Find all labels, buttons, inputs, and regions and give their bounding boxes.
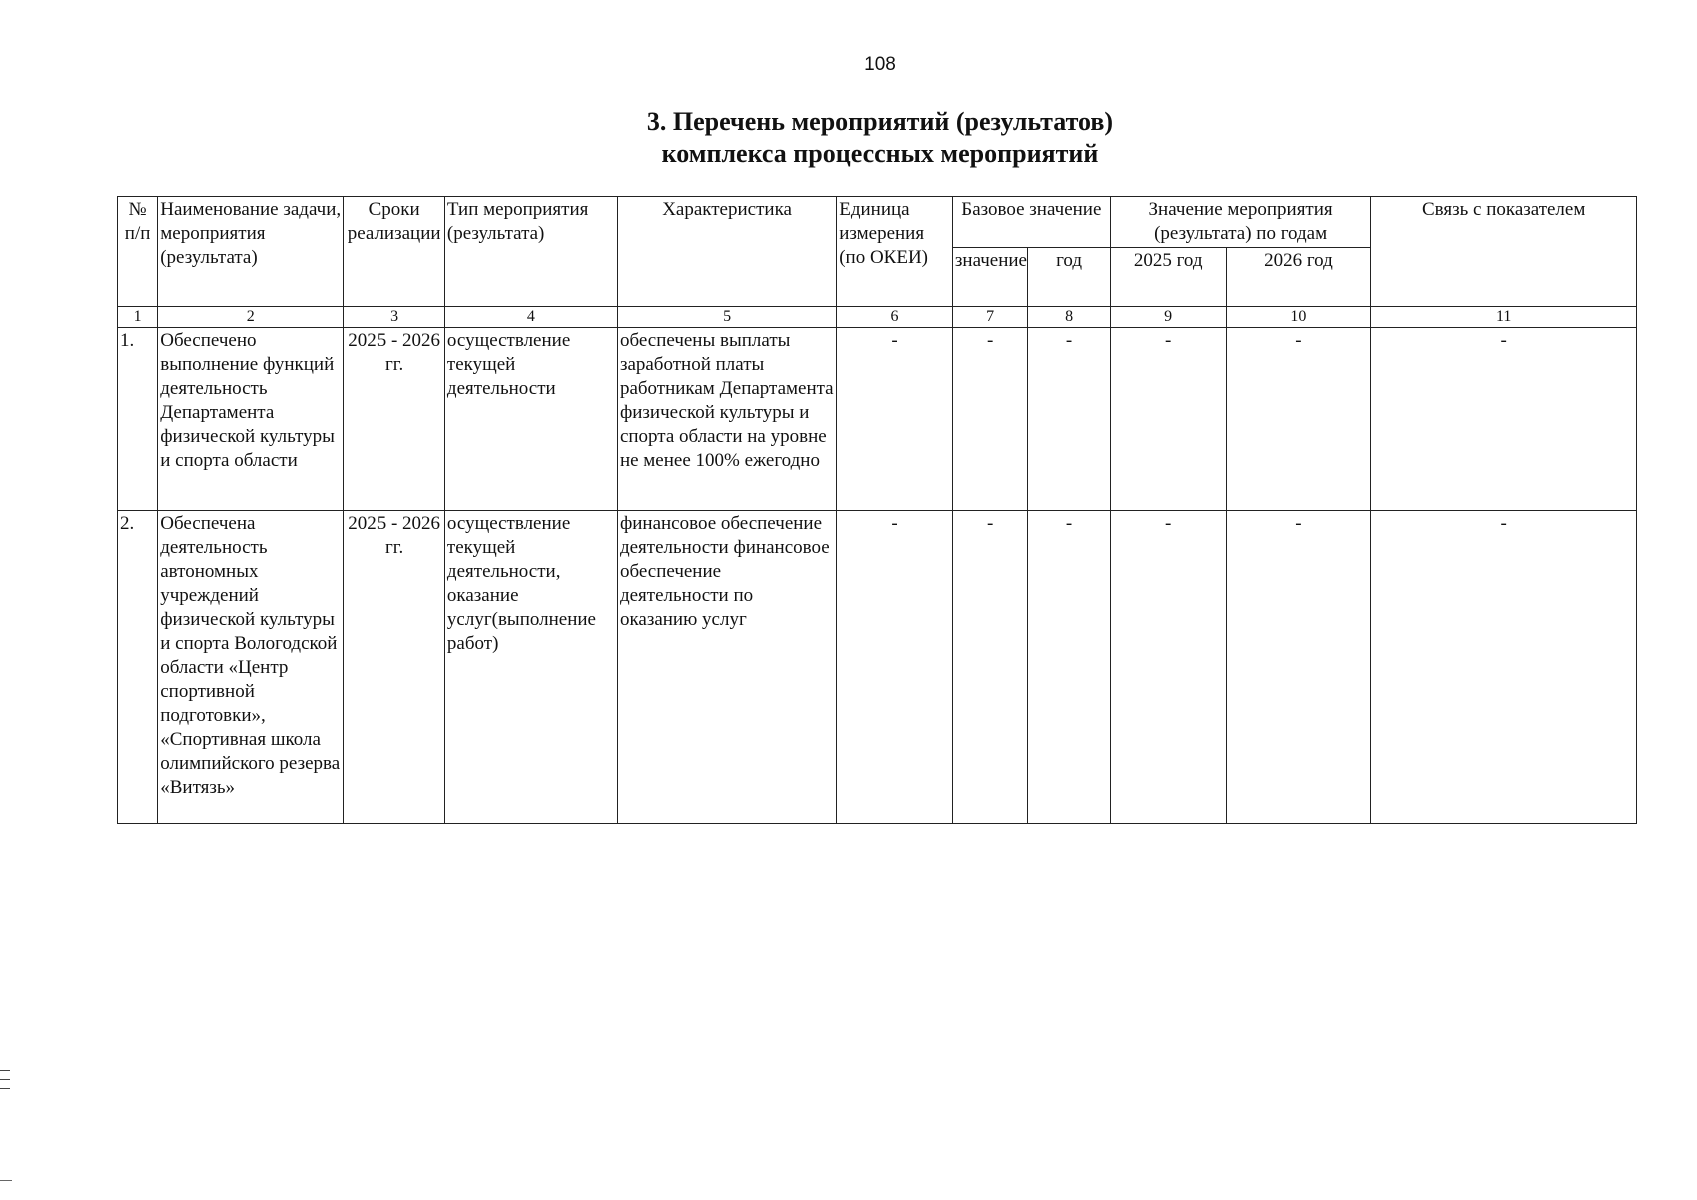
title-line-1: 3. Перечень мероприятий (результатов) <box>646 107 1114 136</box>
row-unit: - <box>837 328 953 511</box>
header-terms: Сроки реализации <box>344 197 445 307</box>
header-base: Базовое значение <box>952 197 1110 248</box>
header-values: Значение мероприятия (результата) по годам <box>1110 197 1371 248</box>
table-row <box>118 511 1637 824</box>
header-row-1 <box>118 197 1637 248</box>
margin-tick <box>0 1079 10 1080</box>
row-base-year: - <box>1028 328 1111 511</box>
header-unit: Единица измерения (по ОКЕИ) <box>837 197 953 307</box>
column-number: 11 <box>1371 307 1637 328</box>
row-terms: 2025 - 2026 гг. <box>344 511 445 824</box>
header-base-year: год <box>1028 248 1111 307</box>
column-number: 9 <box>1110 307 1226 328</box>
header-characteristic: Характеристика <box>617 197 836 307</box>
row-num: 2. <box>118 511 158 824</box>
document-title <box>0 106 1697 170</box>
row-unit: - <box>837 511 953 824</box>
row-value-2026: - <box>1226 511 1371 824</box>
column-number-row <box>118 307 1637 328</box>
header-2026: 2026 год <box>1226 248 1371 307</box>
column-number: 4 <box>444 307 617 328</box>
row-base-value: - <box>952 328 1027 511</box>
row-value-2026: - <box>1226 328 1371 511</box>
title-line-2: комплекса процессных мероприятий <box>661 139 1099 168</box>
column-number: 7 <box>952 307 1027 328</box>
column-number: 2 <box>158 307 344 328</box>
column-number: 3 <box>344 307 445 328</box>
margin-tick <box>0 1088 10 1089</box>
margin-tick <box>0 1180 12 1181</box>
row-terms: 2025 - 2026 гг. <box>344 328 445 511</box>
header-link: Связь с показателем <box>1371 197 1637 307</box>
margin-tick <box>0 1070 10 1071</box>
header-base-value: значение <box>952 248 1027 307</box>
row-value-2025: - <box>1110 328 1226 511</box>
row-base-value: - <box>952 511 1027 824</box>
header-type: Тип мероприятия (результата) <box>444 197 617 307</box>
row-type: осуществление текущей деятельности <box>444 328 617 511</box>
row-value-2025: - <box>1110 511 1226 824</box>
column-number: 8 <box>1028 307 1111 328</box>
row-type: осуществление текущей деятельности, оказание услуг(выполнение работ) <box>444 511 617 824</box>
row-characteristic: обеспечены выплаты заработной платы работникам Департамента физической культуры и спорта области на уровне не менее 100% ежегодно <box>617 328 836 511</box>
column-number: 6 <box>837 307 953 328</box>
column-number: 1 <box>118 307 158 328</box>
row-link: - <box>1371 328 1637 511</box>
header-num: № п/п <box>118 197 158 307</box>
measures-table <box>117 196 1637 824</box>
page-number: 108 <box>864 54 896 75</box>
column-number: 10 <box>1226 307 1371 328</box>
margin-marks <box>0 1070 12 1097</box>
table-row <box>118 328 1637 511</box>
row-name: Обеспечено выполнение функций деятельность Департамента физической культуры и спорта области <box>158 328 344 511</box>
header-2025: 2025 год <box>1110 248 1226 307</box>
column-number: 5 <box>617 307 836 328</box>
row-characteristic: финансовое обеспечение деятельности финансовое обеспечение деятельности по оказанию услуг <box>617 511 836 824</box>
row-link: - <box>1371 511 1637 824</box>
row-name: Обеспечена деятельность автономных учреждений физической культуры и спорта Вологодской области «Центр спортивной подготовки», «Спортивная школа олимпийского резерва «Витязь» <box>158 511 344 824</box>
header-name: Наименование задачи, мероприятия (результата) <box>158 197 344 307</box>
row-base-year: - <box>1028 511 1111 824</box>
row-num: 1. <box>118 328 158 511</box>
